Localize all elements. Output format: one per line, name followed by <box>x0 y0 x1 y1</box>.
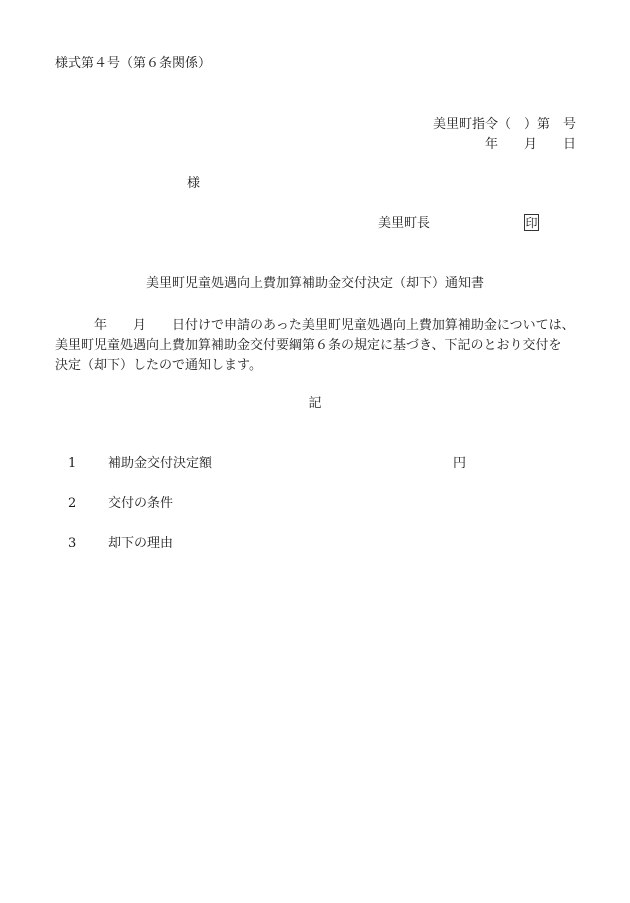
body-line-2: 美里町児童処遇向上費加算補助金交付要綱第６条の規定に基づき、下記のとおり交付を <box>55 338 562 353</box>
body-paragraph <box>55 316 590 376</box>
form-number: 様式第４号（第６条関係） <box>55 56 212 71</box>
item-number: 3 <box>68 536 77 551</box>
issuer-title: 美里町長 <box>378 216 431 231</box>
item-number: 1 <box>68 456 77 471</box>
item-unit: 円 <box>453 456 467 471</box>
issue-date <box>485 137 576 153</box>
date-day: 日 <box>562 137 576 152</box>
item-number: 2 <box>68 496 77 511</box>
reference-number: 美里町指令（ ）第 号 <box>432 117 576 132</box>
list-item <box>0 456 630 472</box>
list-item <box>0 496 630 512</box>
item-label: 補助金交付決定額 <box>108 456 213 471</box>
seal-mark: 印 <box>525 216 538 230</box>
document-title: 美里町児童処遇向上費加算補助金交付決定（却下）通知書 <box>145 276 484 291</box>
date-month: 月 <box>523 137 537 152</box>
ki-heading: 記 <box>308 396 322 411</box>
list-item <box>0 536 630 552</box>
date-year: 年 <box>484 137 498 152</box>
addressee-suffix: 様 <box>187 176 201 191</box>
item-label: 却下の理由 <box>108 536 174 551</box>
body-line-1: 年 月 日付けで申請のあった美里町児童処遇向上費加算補助金については、 <box>55 318 575 333</box>
item-label: 交付の条件 <box>108 496 174 511</box>
body-line-3: 決定（却下）したので通知します。 <box>55 358 262 373</box>
